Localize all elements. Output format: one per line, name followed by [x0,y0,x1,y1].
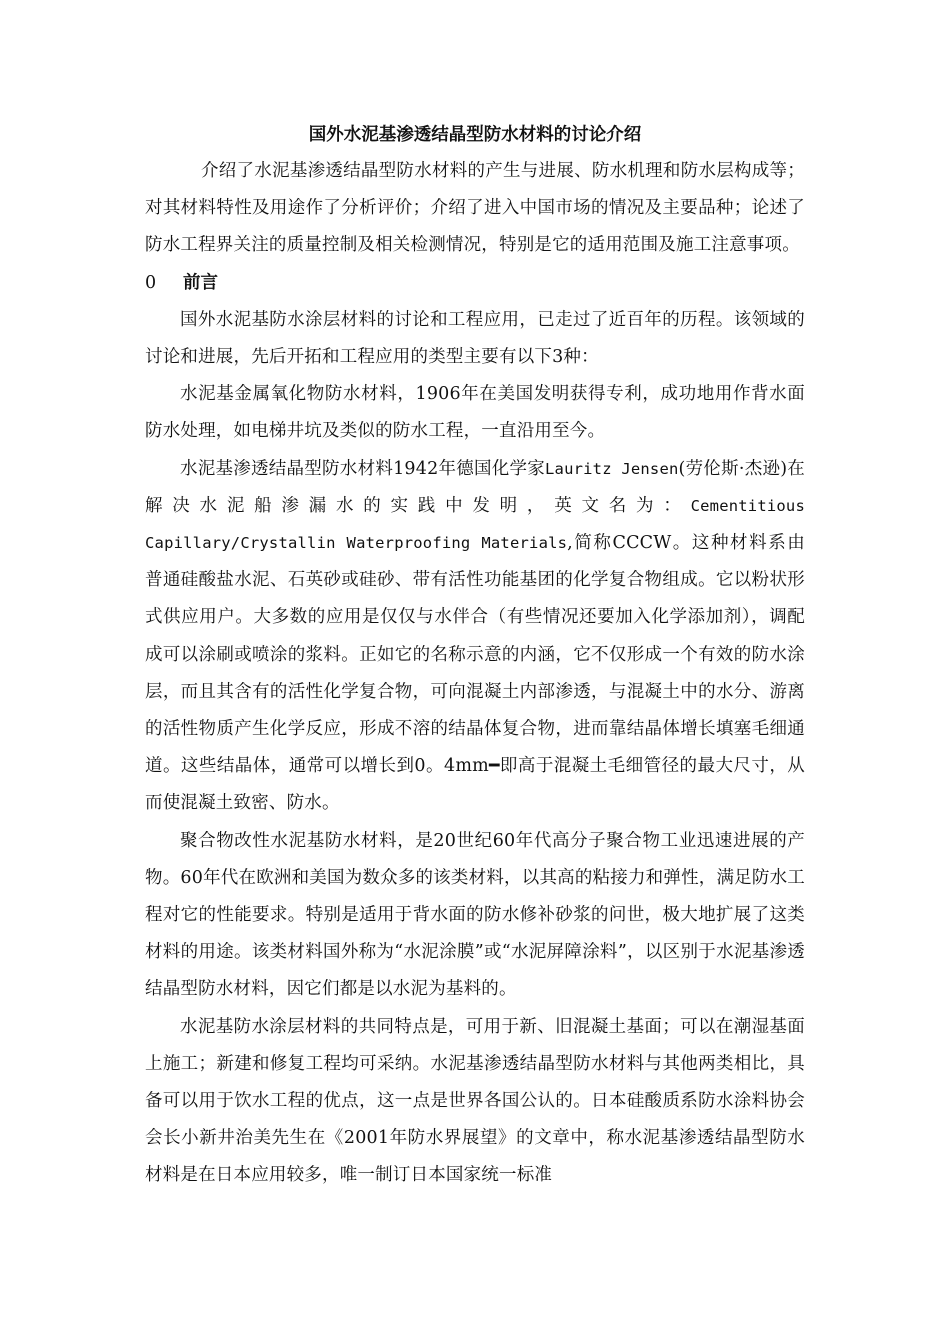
section-number: 0 [145,272,157,293]
body-paragraph-2: 水泥基金属氧化物防水材料，1906年在美国发明获得专利，成功地用作背水面防水处理，如电梯井坑及类似的防水工程，一直沿用至今。 [145,384,805,442]
document-body [145,121,805,1195]
paragraph-3-text-b: (劳伦斯·杰逊)在解决水泥船渗漏水的实践中发明，英文名为： [145,458,805,516]
english-name: Cementitious Capillary/Crystallin Waterproofing Materials [145,496,805,553]
abstract-paragraph: 介绍了水泥基渗透结晶型防水材料的产生与进展、防水机理和防水层构成等；对其材料特性及用途作了分析评价；介绍了进入中国市场的情况及主要品种；论述了防水工程界关注的质量控制及相关检测情况，特别是它的适用范围及施工注意事项。 [145,161,805,256]
inventor-name: Lauritz Jensen [545,459,679,478]
paragraph-3-text-c: ,简称CCCW。这种材料系由普通硅酸盐水泥、石英砂或硅砂、带有活性功能基团的化学复合物组成。它以粉状形式供应用户。大多数的应用是仅仅与水伴合（有些情况还要加入化学添加剂），调配成可以涂刷或喷涂的浆料。正如它的名称示意的内涵，它不仅形成一个有效的防水涂层，而且其含有的活性化学复合物，可向混凝土内部渗透，与混凝土中的水分、游离的活性物质产生化学反应，形成不溶的结晶体复合物，进而靠结晶体增长填塞毛细通道。这些结晶体，通常可以增长到0。4mm━即高于混凝土毛细管径的最大尺寸，从而使混凝土致密、防水。 [145,533,805,814]
body-paragraph-3 [145,451,805,823]
document-title: 国外水泥基渗透结晶型防水材料的讨论介绍 [308,125,642,145]
body-paragraph-1: 国外水泥基防水涂层材料的讨论和工程应用，已走过了近百年的历程。该领域的讨论和进展，先后开拓和工程应用的类型主要有以下3种： [145,309,805,368]
section-heading-preface [145,265,805,302]
section-title: 前言 [183,272,218,293]
body-paragraph-5: 水泥基防水涂层材料的共同特点是，可用于新、旧混凝土基面；可以在潮湿基面上施工；新建和修复工程均可采纳。水泥基渗透结晶型防水材料与其他两类相比，具备可以用于饮水工程的优点，这一点是世界各国公认的。日本硅酸质系防水涂料协会会长小新井治美先生在《2001年防水界展望》的文章中，称水泥基渗透结晶型防水材料是在日本应用较多，唯一制订日本国家统一标准 [145,1016,805,1186]
paragraph-3-text-a: 水泥基渗透结晶型防水材料1942年德国化学家 [180,458,546,479]
body-paragraph-4: 聚合物改性水泥基防水材料，是20世纪60年代高分子聚合物工业迅速进展的产物。60年代在欧洲和美国为数众多的该类材料，以其高的粘接力和弹性，满足防水工程对它的性能要求。特别是适用于背水面的防水修补砂浆的问世，极大地扩展了这类材料的用途。该类材料国外称为“水泥涂膜”或“水泥屏障涂料”，以区别于水泥基渗透结晶型防水材料，因它们都是以水泥为基料的。 [145,830,805,1000]
